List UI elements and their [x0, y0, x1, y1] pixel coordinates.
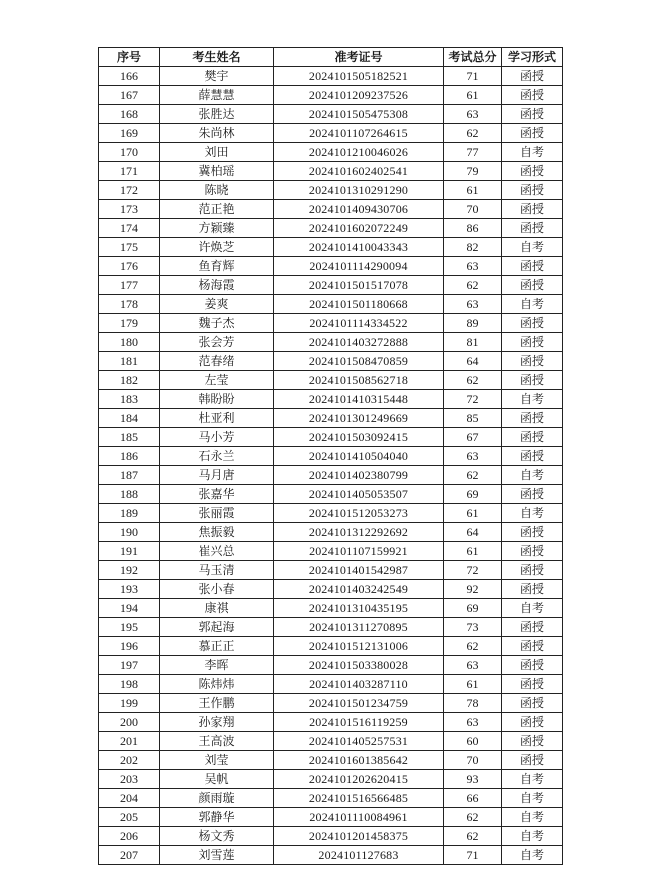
- serial-cell: 203: [99, 770, 160, 789]
- serial-cell: 180: [99, 333, 160, 352]
- study-mode-cell: 函授: [502, 675, 563, 694]
- exam-number-cell: 2024101402380799: [274, 466, 444, 485]
- exam-number-cell: 2024101107264615: [274, 124, 444, 143]
- exam-number-cell: 2024101503380028: [274, 656, 444, 675]
- study-mode-cell: 函授: [502, 485, 563, 504]
- exam-number-cell: 2024101501517078: [274, 276, 444, 295]
- score-cell: 66: [444, 789, 502, 808]
- name-cell: 崔兴总: [160, 542, 274, 561]
- serial-cell: 194: [99, 599, 160, 618]
- exam-number-cell: 2024101512131006: [274, 637, 444, 656]
- table-row: [99, 846, 563, 865]
- name-cell: 郭起海: [160, 618, 274, 637]
- name-cell: 焦振毅: [160, 523, 274, 542]
- name-cell: 陈晓: [160, 181, 274, 200]
- study-mode-cell: 函授: [502, 162, 563, 181]
- table-row: [99, 276, 563, 295]
- header-study-mode: 学习形式: [502, 48, 563, 67]
- name-cell: 方颖臻: [160, 219, 274, 238]
- name-cell: 张会芳: [160, 333, 274, 352]
- exam-number-cell: 2024101501180668: [274, 295, 444, 314]
- table-row: [99, 675, 563, 694]
- score-cell: 72: [444, 390, 502, 409]
- serial-cell: 207: [99, 846, 160, 865]
- name-cell: 左莹: [160, 371, 274, 390]
- exam-number-cell: 2024101114290094: [274, 257, 444, 276]
- score-cell: 62: [444, 124, 502, 143]
- study-mode-cell: 自考: [502, 846, 563, 865]
- score-cell: 92: [444, 580, 502, 599]
- serial-cell: 186: [99, 447, 160, 466]
- serial-cell: 170: [99, 143, 160, 162]
- study-mode-cell: 函授: [502, 371, 563, 390]
- exam-number-cell: 2024101410504040: [274, 447, 444, 466]
- serial-cell: 192: [99, 561, 160, 580]
- serial-cell: 193: [99, 580, 160, 599]
- study-mode-cell: 函授: [502, 333, 563, 352]
- exam-number-cell: 2024101310291290: [274, 181, 444, 200]
- table-row: [99, 808, 563, 827]
- table-row: [99, 257, 563, 276]
- serial-cell: 167: [99, 86, 160, 105]
- score-cell: 61: [444, 504, 502, 523]
- exam-number-cell: 2024101505475308: [274, 105, 444, 124]
- serial-cell: 202: [99, 751, 160, 770]
- name-cell: 张丽霞: [160, 504, 274, 523]
- table-row: [99, 219, 563, 238]
- exam-number-cell: 2024101209237526: [274, 86, 444, 105]
- name-cell: 薛慧慧: [160, 86, 274, 105]
- serial-cell: 176: [99, 257, 160, 276]
- score-cell: 89: [444, 314, 502, 333]
- name-cell: 樊宇: [160, 67, 274, 86]
- serial-cell: 185: [99, 428, 160, 447]
- serial-cell: 169: [99, 124, 160, 143]
- serial-cell: 195: [99, 618, 160, 637]
- name-cell: 马月唐: [160, 466, 274, 485]
- exam-number-cell: 2024101403272888: [274, 333, 444, 352]
- serial-cell: 173: [99, 200, 160, 219]
- table-row: [99, 371, 563, 390]
- serial-cell: 200: [99, 713, 160, 732]
- score-cell: 61: [444, 86, 502, 105]
- score-cell: 62: [444, 637, 502, 656]
- study-mode-cell: 函授: [502, 618, 563, 637]
- table-row: [99, 637, 563, 656]
- exam-number-cell: 2024101501234759: [274, 694, 444, 713]
- study-mode-cell: 函授: [502, 447, 563, 466]
- exam-number-cell: 2024101516566485: [274, 789, 444, 808]
- score-cell: 62: [444, 827, 502, 846]
- study-mode-cell: 函授: [502, 428, 563, 447]
- table-row: [99, 713, 563, 732]
- study-mode-cell: 函授: [502, 409, 563, 428]
- score-cell: 72: [444, 561, 502, 580]
- serial-cell: 189: [99, 504, 160, 523]
- score-cell: 63: [444, 257, 502, 276]
- study-mode-cell: 函授: [502, 219, 563, 238]
- table-row: [99, 561, 563, 580]
- name-cell: 吴帆: [160, 770, 274, 789]
- header-row: [99, 48, 563, 67]
- table-row: [99, 333, 563, 352]
- name-cell: 冀柏瑶: [160, 162, 274, 181]
- exam-number-cell: 2024101505182521: [274, 67, 444, 86]
- exam-number-cell: 2024101503092415: [274, 428, 444, 447]
- table-row: [99, 181, 563, 200]
- study-mode-cell: 函授: [502, 637, 563, 656]
- name-cell: 康祺: [160, 599, 274, 618]
- table-row: [99, 447, 563, 466]
- exam-number-cell: 2024101202620415: [274, 770, 444, 789]
- study-mode-cell: 函授: [502, 542, 563, 561]
- exam-number-cell: 2024101310435195: [274, 599, 444, 618]
- score-cell: 69: [444, 599, 502, 618]
- exam-number-cell: 2024101201458375: [274, 827, 444, 846]
- study-mode-cell: 函授: [502, 694, 563, 713]
- table-row: [99, 770, 563, 789]
- exam-number-cell: 2024101508470859: [274, 352, 444, 371]
- serial-cell: 199: [99, 694, 160, 713]
- name-cell: 范春绪: [160, 352, 274, 371]
- study-mode-cell: 函授: [502, 713, 563, 732]
- study-mode-cell: 自考: [502, 808, 563, 827]
- study-mode-cell: 函授: [502, 352, 563, 371]
- name-cell: 慕正正: [160, 637, 274, 656]
- study-mode-cell: 函授: [502, 181, 563, 200]
- name-cell: 李晖: [160, 656, 274, 675]
- serial-cell: 187: [99, 466, 160, 485]
- score-cell: 62: [444, 808, 502, 827]
- serial-cell: 201: [99, 732, 160, 751]
- score-cell: 61: [444, 542, 502, 561]
- study-mode-cell: 自考: [502, 238, 563, 257]
- name-cell: 鱼育辉: [160, 257, 274, 276]
- study-mode-cell: 函授: [502, 732, 563, 751]
- name-cell: 马小芳: [160, 428, 274, 447]
- serial-cell: 188: [99, 485, 160, 504]
- serial-cell: 178: [99, 295, 160, 314]
- name-cell: 杜亚利: [160, 409, 274, 428]
- study-mode-cell: 自考: [502, 143, 563, 162]
- serial-cell: 181: [99, 352, 160, 371]
- exam-number-cell: 2024101210046026: [274, 143, 444, 162]
- exam-number-cell: 2024101602402541: [274, 162, 444, 181]
- study-mode-cell: 自考: [502, 827, 563, 846]
- exam-number-cell: 2024101110084961: [274, 808, 444, 827]
- table-row: [99, 143, 563, 162]
- study-mode-cell: 自考: [502, 390, 563, 409]
- serial-cell: 177: [99, 276, 160, 295]
- name-cell: 魏子杰: [160, 314, 274, 333]
- score-table: [98, 47, 563, 865]
- table-row: [99, 238, 563, 257]
- score-cell: 77: [444, 143, 502, 162]
- score-cell: 93: [444, 770, 502, 789]
- table-row: [99, 618, 563, 637]
- name-cell: 颜雨璇: [160, 789, 274, 808]
- table-row: [99, 314, 563, 333]
- table-row: [99, 466, 563, 485]
- study-mode-cell: 函授: [502, 200, 563, 219]
- exam-number-cell: 2024101403287110: [274, 675, 444, 694]
- name-cell: 张嘉华: [160, 485, 274, 504]
- exam-number-cell: 2024101512053273: [274, 504, 444, 523]
- score-cell: 63: [444, 447, 502, 466]
- name-cell: 王作鹏: [160, 694, 274, 713]
- score-cell: 64: [444, 352, 502, 371]
- exam-number-cell: 2024101107159921: [274, 542, 444, 561]
- table-row: [99, 105, 563, 124]
- table-row: [99, 580, 563, 599]
- serial-cell: 179: [99, 314, 160, 333]
- table-row: [99, 124, 563, 143]
- score-cell: 73: [444, 618, 502, 637]
- exam-number-cell: 2024101403242549: [274, 580, 444, 599]
- table-row: [99, 751, 563, 770]
- score-cell: 63: [444, 105, 502, 124]
- exam-number-cell: 2024101602072249: [274, 219, 444, 238]
- table-row: [99, 523, 563, 542]
- name-cell: 许焕芝: [160, 238, 274, 257]
- exam-number-cell: 2024101312292692: [274, 523, 444, 542]
- score-cell: 71: [444, 846, 502, 865]
- score-cell: 71: [444, 67, 502, 86]
- serial-cell: 205: [99, 808, 160, 827]
- score-cell: 86: [444, 219, 502, 238]
- table-row: [99, 599, 563, 618]
- study-mode-cell: 自考: [502, 504, 563, 523]
- table-row: [99, 827, 563, 846]
- exam-number-cell: 2024101127683: [274, 846, 444, 865]
- study-mode-cell: 函授: [502, 523, 563, 542]
- serial-cell: 196: [99, 637, 160, 656]
- study-mode-cell: 函授: [502, 276, 563, 295]
- serial-cell: 175: [99, 238, 160, 257]
- study-mode-cell: 自考: [502, 770, 563, 789]
- score-cell: 64: [444, 523, 502, 542]
- serial-cell: 171: [99, 162, 160, 181]
- score-cell: 62: [444, 466, 502, 485]
- serial-cell: 182: [99, 371, 160, 390]
- table-row: [99, 542, 563, 561]
- serial-cell: 197: [99, 656, 160, 675]
- exam-number-cell: 2024101508562718: [274, 371, 444, 390]
- table-row: [99, 162, 563, 181]
- table-row: [99, 694, 563, 713]
- serial-cell: 190: [99, 523, 160, 542]
- name-cell: 孙家翔: [160, 713, 274, 732]
- score-cell: 85: [444, 409, 502, 428]
- serial-cell: 184: [99, 409, 160, 428]
- exam-number-cell: 2024101114334522: [274, 314, 444, 333]
- exam-number-cell: 2024101405053507: [274, 485, 444, 504]
- table-row: [99, 352, 563, 371]
- serial-cell: 204: [99, 789, 160, 808]
- score-cell: 78: [444, 694, 502, 713]
- header-serial: 序号: [99, 48, 160, 67]
- name-cell: 杨海霞: [160, 276, 274, 295]
- study-mode-cell: 自考: [502, 789, 563, 808]
- exam-number-cell: 2024101601385642: [274, 751, 444, 770]
- score-cell: 70: [444, 751, 502, 770]
- name-cell: 王高波: [160, 732, 274, 751]
- score-cell: 63: [444, 295, 502, 314]
- study-mode-cell: 函授: [502, 751, 563, 770]
- serial-cell: 172: [99, 181, 160, 200]
- name-cell: 韩盼盼: [160, 390, 274, 409]
- header-name: 考生姓名: [160, 48, 274, 67]
- table-row: [99, 67, 563, 86]
- table-row: [99, 485, 563, 504]
- name-cell: 郭静华: [160, 808, 274, 827]
- exam-number-cell: 2024101516119259: [274, 713, 444, 732]
- study-mode-cell: 自考: [502, 599, 563, 618]
- study-mode-cell: 函授: [502, 124, 563, 143]
- score-cell: 69: [444, 485, 502, 504]
- table-row: [99, 200, 563, 219]
- name-cell: 刘雪莲: [160, 846, 274, 865]
- study-mode-cell: 函授: [502, 105, 563, 124]
- score-cell: 62: [444, 371, 502, 390]
- table-row: [99, 656, 563, 675]
- study-mode-cell: 函授: [502, 67, 563, 86]
- table-row: [99, 295, 563, 314]
- table-row: [99, 732, 563, 751]
- exam-number-cell: 2024101311270895: [274, 618, 444, 637]
- name-cell: 刘田: [160, 143, 274, 162]
- serial-cell: 191: [99, 542, 160, 561]
- score-cell: 62: [444, 276, 502, 295]
- study-mode-cell: 自考: [502, 295, 563, 314]
- table-row: [99, 789, 563, 808]
- serial-cell: 166: [99, 67, 160, 86]
- exam-number-cell: 2024101410043343: [274, 238, 444, 257]
- score-cell: 60: [444, 732, 502, 751]
- study-mode-cell: 自考: [502, 466, 563, 485]
- table-row: [99, 428, 563, 447]
- score-cell: 81: [444, 333, 502, 352]
- header-total-score: 考试总分: [444, 48, 502, 67]
- table-row: [99, 86, 563, 105]
- study-mode-cell: 函授: [502, 314, 563, 333]
- header-exam-number: 准考证号: [274, 48, 444, 67]
- score-cell: 79: [444, 162, 502, 181]
- name-cell: 陈炜炜: [160, 675, 274, 694]
- exam-number-cell: 2024101405257531: [274, 732, 444, 751]
- study-mode-cell: 函授: [502, 257, 563, 276]
- score-cell: 82: [444, 238, 502, 257]
- name-cell: 张小春: [160, 580, 274, 599]
- exam-number-cell: 2024101301249669: [274, 409, 444, 428]
- serial-cell: 198: [99, 675, 160, 694]
- study-mode-cell: 函授: [502, 86, 563, 105]
- exam-number-cell: 2024101409430706: [274, 200, 444, 219]
- serial-cell: 183: [99, 390, 160, 409]
- name-cell: 范正艳: [160, 200, 274, 219]
- name-cell: 杨文秀: [160, 827, 274, 846]
- table-row: [99, 409, 563, 428]
- name-cell: 石永兰: [160, 447, 274, 466]
- study-mode-cell: 函授: [502, 656, 563, 675]
- name-cell: 刘莹: [160, 751, 274, 770]
- name-cell: 姜爽: [160, 295, 274, 314]
- name-cell: 朱尚林: [160, 124, 274, 143]
- name-cell: 张胜达: [160, 105, 274, 124]
- name-cell: 马玉清: [160, 561, 274, 580]
- score-cell: 61: [444, 181, 502, 200]
- table-row: [99, 504, 563, 523]
- serial-cell: 206: [99, 827, 160, 846]
- serial-cell: 174: [99, 219, 160, 238]
- score-cell: 61: [444, 675, 502, 694]
- serial-cell: 168: [99, 105, 160, 124]
- score-cell: 63: [444, 713, 502, 732]
- study-mode-cell: 函授: [502, 580, 563, 599]
- table-row: [99, 390, 563, 409]
- score-cell: 67: [444, 428, 502, 447]
- study-mode-cell: 函授: [502, 561, 563, 580]
- score-cell: 63: [444, 656, 502, 675]
- exam-number-cell: 2024101410315448: [274, 390, 444, 409]
- exam-number-cell: 2024101401542987: [274, 561, 444, 580]
- score-cell: 70: [444, 200, 502, 219]
